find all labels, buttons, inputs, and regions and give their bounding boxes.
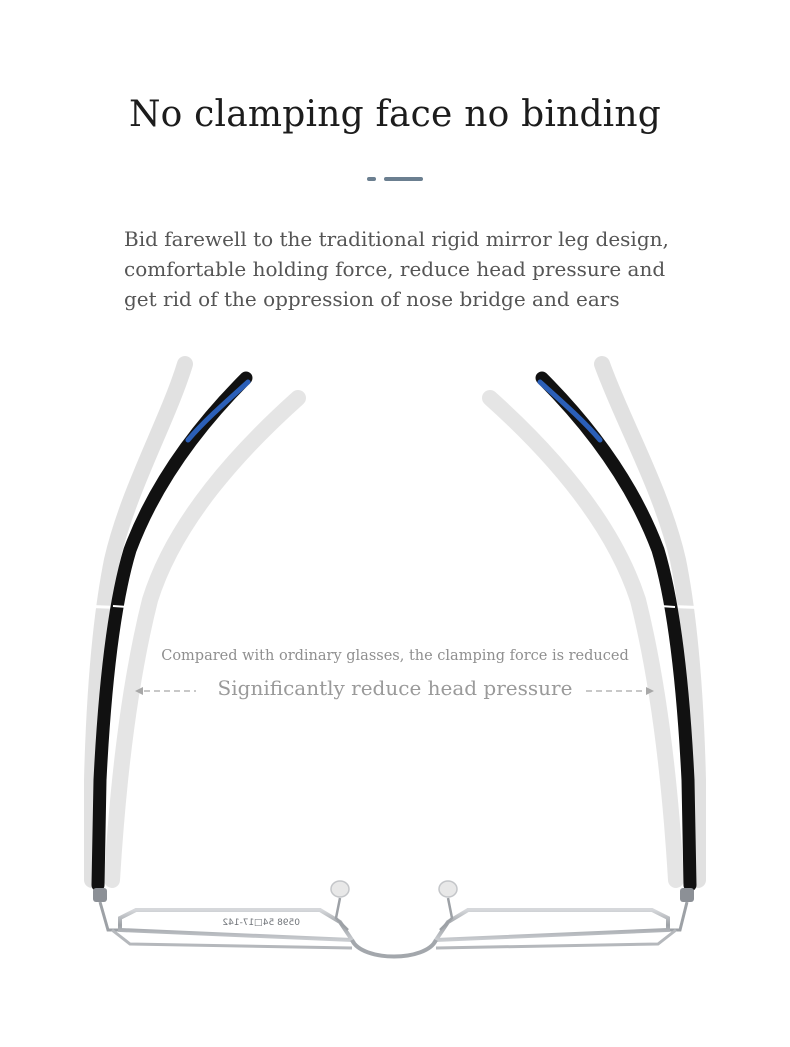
temple-engraving: 0598 54□17-142 xyxy=(222,918,300,928)
description-line-1: Bid farewell to the traditional rigid mirror leg design, xyxy=(124,227,669,251)
nose-pad-left xyxy=(331,881,349,930)
front-frame xyxy=(112,910,676,957)
description-line-3: get rid of the oppression of nose bridge and ears xyxy=(124,287,620,311)
pressure-caption: Significantly reduce head pressure xyxy=(217,676,573,700)
comparison-caption: Compared with ordinary glasses, the clamping force is reduced xyxy=(161,648,629,664)
nose-pad-right xyxy=(439,881,457,930)
page-title: No clamping face no binding xyxy=(128,94,662,135)
description-line-2: comfortable holding force, reduce head pressure and xyxy=(124,257,666,281)
